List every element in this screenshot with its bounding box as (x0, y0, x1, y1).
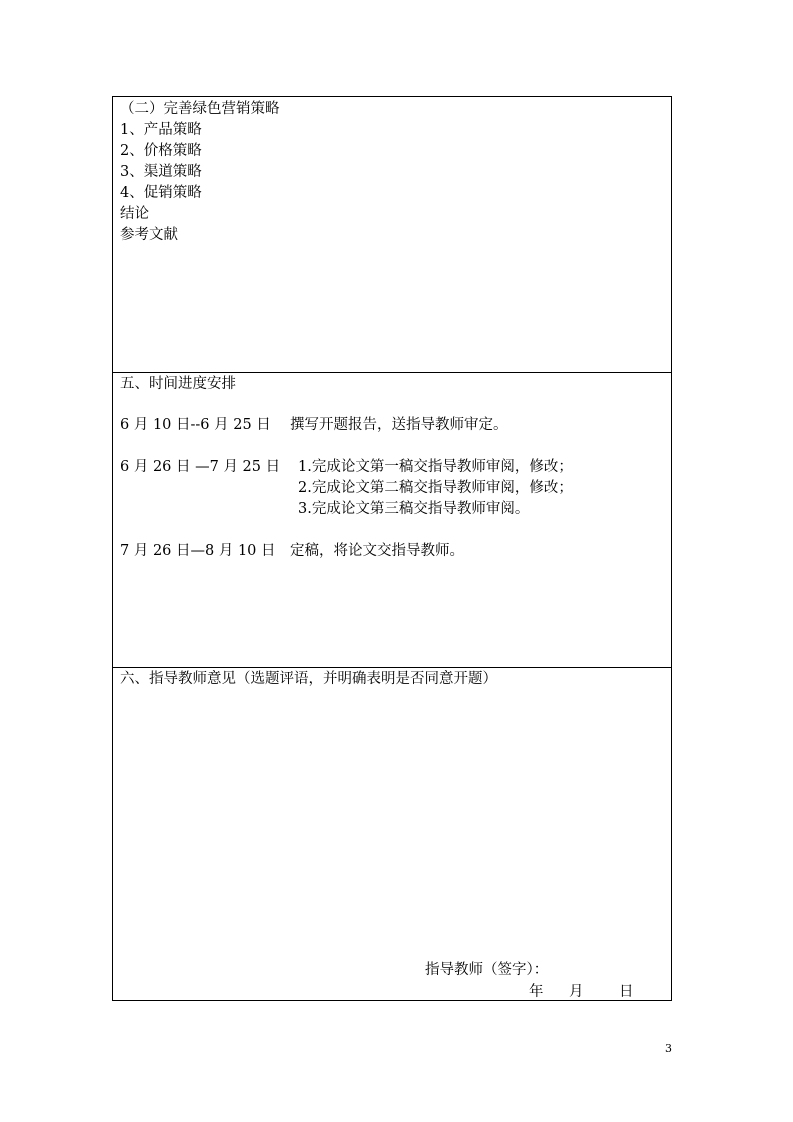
strategy-item-price: 2、价格策略 (120, 143, 202, 159)
schedule-task-1: 撰写开题报告，送指导教师审定。 (290, 417, 508, 433)
conclusion-label: 结论 (120, 206, 149, 222)
month-label: 月 (569, 984, 584, 1000)
schedule-task-2b: 2.完成论文第二稿交指导教师审阅，修改； (298, 480, 573, 496)
page-number: 3 (665, 1042, 672, 1055)
schedule-date-1: 6 月 10 日--6 月 25 日 (120, 417, 271, 433)
schedule-task-3: 定稿，将论文交指导教师。 (290, 543, 464, 559)
strategy-item-product: 1、产品策略 (120, 122, 202, 138)
schedule-task-2c: 3.完成论文第三稿交指导教师审阅。 (298, 501, 530, 517)
strategy-item-promotion: 4、促销策略 (120, 185, 202, 201)
strategy-cell (113, 97, 671, 373)
signature-label: 指导教师（签字）： (425, 962, 549, 978)
schedule-heading: 五、时间进度安排 (120, 376, 236, 392)
references-label: 参考文献 (120, 227, 178, 243)
year-label: 年 (529, 984, 544, 1000)
day-label: 日 (619, 984, 634, 1000)
opinion-cell (113, 668, 671, 1000)
proposal-form-table (112, 96, 672, 1001)
schedule-date-3: 7 月 26 日—8 月 10 日 (120, 543, 276, 559)
schedule-date-2: 6 月 26 日 —7 月 25 日 (120, 459, 281, 475)
strategy-heading: （二）完善绿色营销策略 (120, 101, 280, 117)
schedule-task-2a: 1.完成论文第一稿交指导教师审阅，修改； (298, 459, 573, 475)
strategy-item-channel: 3、渠道策略 (120, 164, 202, 180)
schedule-cell (113, 373, 671, 668)
opinion-heading: 六、指导教师意见（选题评语，并明确表明是否同意开题） (120, 671, 497, 687)
